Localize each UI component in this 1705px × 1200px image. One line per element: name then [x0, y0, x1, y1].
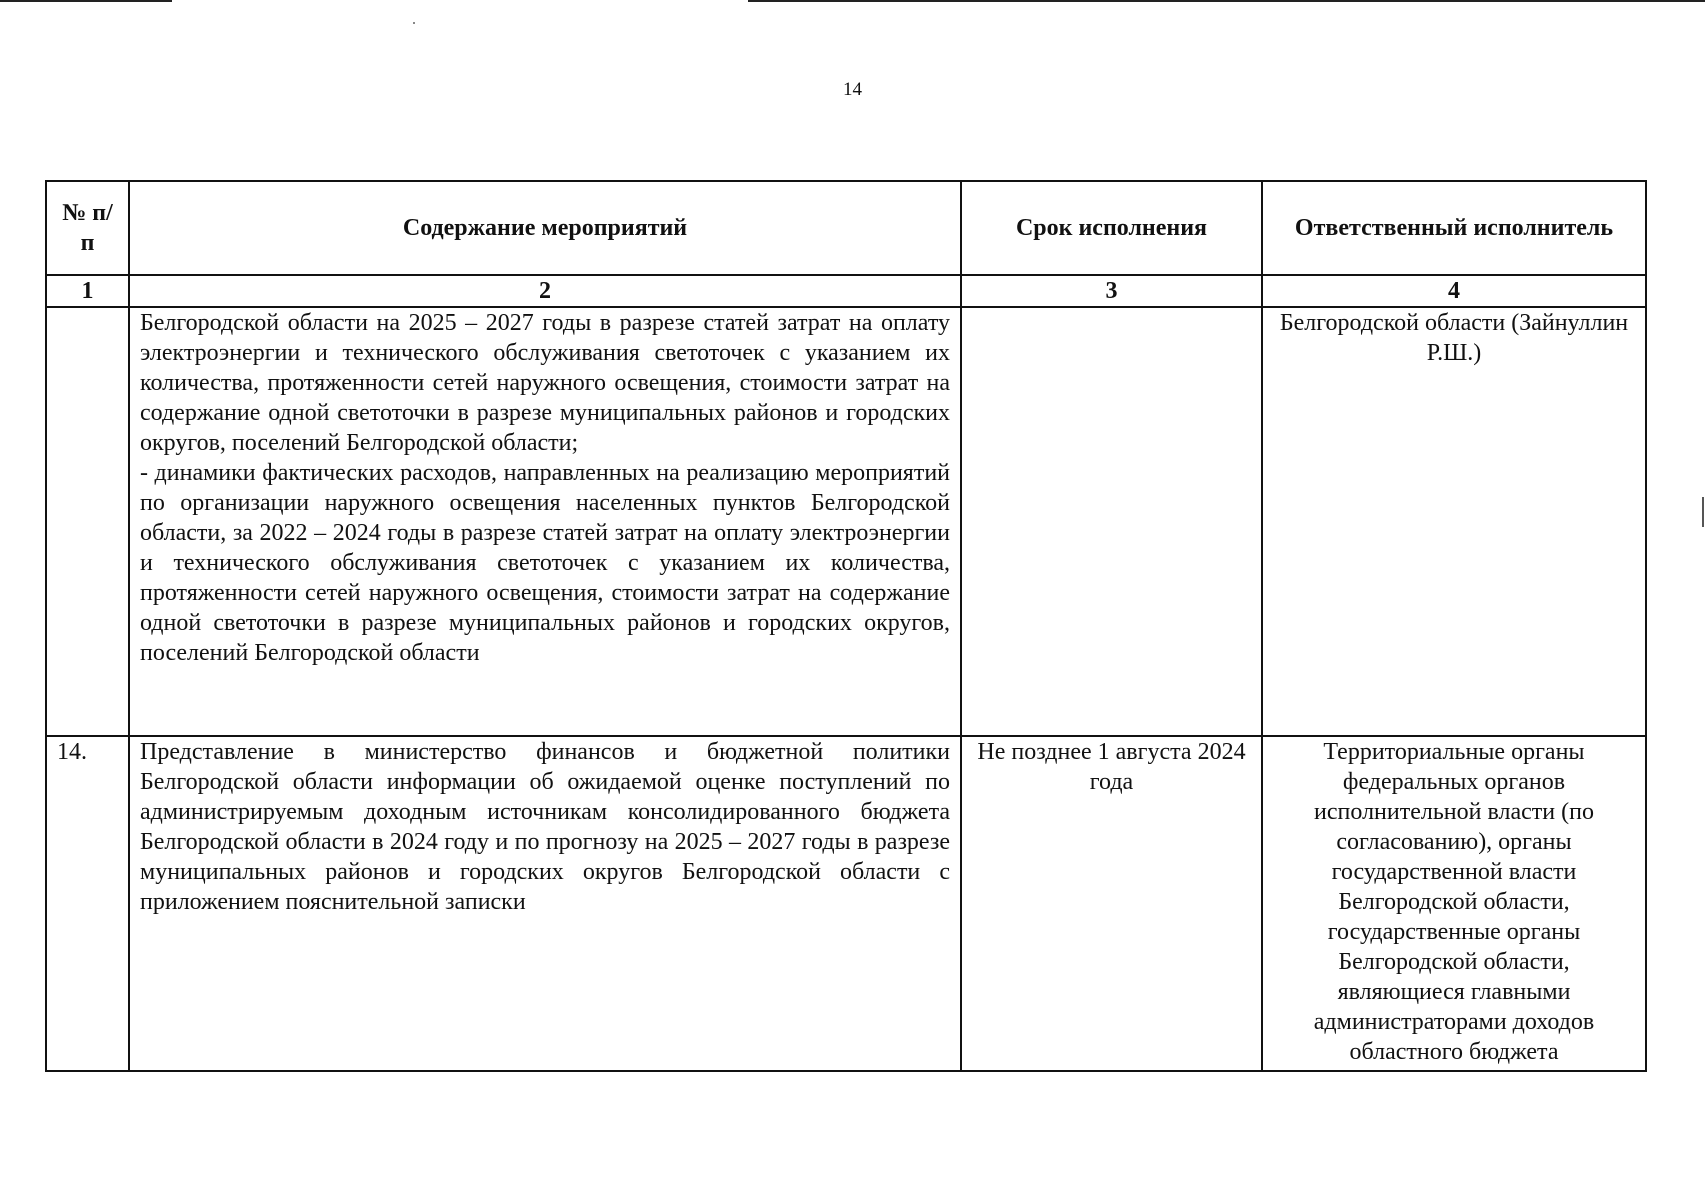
column-number: 1: [46, 275, 129, 307]
row-responsible: Белгородской области (Зайнуллин Р.Ш.): [1262, 307, 1646, 736]
row-content: [129, 307, 961, 736]
header-content: Содержание мероприятий: [129, 181, 961, 275]
scan-border-top-right: [748, 0, 1705, 2]
row-index: [46, 307, 129, 736]
row-content-bullet: - динамики фактических расходов, направленных на реализацию мероприятий по организации наружного освещения населенных пунктов Белгородской области, за 2022 – 2024 годы в разрезе статей затрат на оплату электроэнергии и технического обслуживания светоточек с указанием их количества, протяженности сетей наружного освещения, стоимости затрат на содержание одной светоточки в разрезе муниципальных районов и городских округов, поселений Белгородской области: [140, 460, 950, 666]
row-index: 14.: [46, 736, 129, 1071]
row-content-text: Белгородской области на 2025 – 2027 годы в разрезе статей затрат на оплату электроэнергии и технического обслуживания светоточек с указанием их количества, протяженности сетей наружного освещения, стоимости затрат на содержание одной светоточки в разрезе муниципальных районов и городских округов, поселений Белгородской области;: [140, 310, 950, 456]
row-deadline: Не позднее 1 августа 2024 года: [961, 736, 1262, 1071]
column-number: 2: [129, 275, 961, 307]
header-num: № п/п: [46, 181, 129, 275]
row-content: Представление в министерство финансов и бюджетной политики Белгородской области информации об ожидаемой оценке поступлений по администрируемым доходным источникам консолидированного бюджета Белгородской области в 2024 году и по прогнозу на 2025 – 2027 годы в разрезе муниципальных районов и городских округов Белгородской области с приложением пояснительной записки: [129, 736, 961, 1071]
column-number: 4: [1262, 275, 1646, 307]
table-row: [46, 307, 1646, 736]
header-deadline: Срок исполнения: [961, 181, 1262, 275]
row-responsible: Территориальные органы федеральных органов исполнительной власти (по согласованию), органы государственной власти Белгородской области, государственные органы Белгородской области, являющиеся главными администраторами доходов областного бюджета: [1262, 736, 1646, 1071]
column-number: 3: [961, 275, 1262, 307]
scan-border-top-left: [0, 0, 172, 2]
measures-table: [45, 180, 1647, 1072]
table-row: [46, 736, 1646, 1071]
page-number: 14: [843, 79, 862, 100]
scan-speck: [413, 22, 415, 24]
column-number-row: [46, 275, 1646, 307]
row-deadline: [961, 307, 1262, 736]
scan-edge-mark: [1702, 497, 1704, 527]
header-responsible: Ответственный исполнитель: [1262, 181, 1646, 275]
table-header-row: [46, 181, 1646, 275]
